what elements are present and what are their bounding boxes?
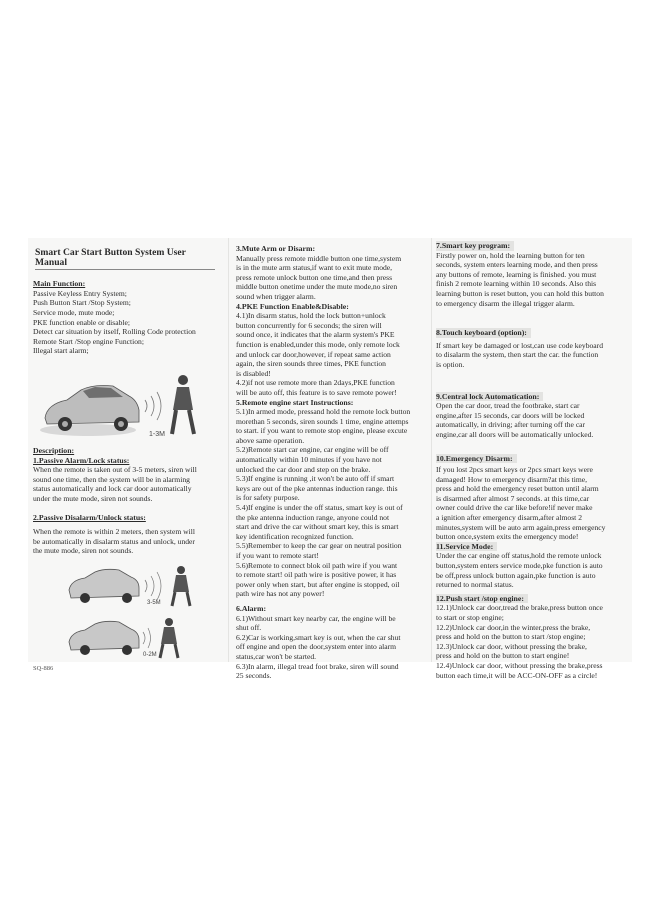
text-line: path wire has not any power! [236, 589, 325, 599]
column-left [33, 238, 215, 673]
text-line: to disalarm the system, then start the car. the function [436, 350, 599, 360]
text-line: When the remote is within 2 meters, then system will [33, 527, 195, 537]
text-line: engine,car all doors will be automatically unlocked. [436, 429, 594, 439]
text-line: be off,press unlock button again,pke function is auto [436, 570, 596, 580]
text-line: finish 2 remote learning within 10 seconds. Also this [436, 279, 597, 289]
text-line: a ignition after emergency disarm,after almost 2 [436, 513, 582, 523]
list-item: PKE function enable or disable; [33, 317, 131, 327]
text-line: damaged! How to emergency disarm?at this time, [436, 474, 588, 484]
list-item: Passive Keyless Entry System; [33, 288, 127, 298]
text-line: middle button onetime under the mute mode,no siren [236, 282, 398, 292]
section-5-body [236, 407, 428, 599]
text-line: shut off. [236, 623, 262, 633]
text-line: to remote start! oil path wire is positive power, it has [236, 570, 397, 580]
car-away-illustration [33, 560, 213, 608]
text-line: is option. [436, 359, 465, 369]
section-2-body [33, 527, 215, 556]
text-line: start and drive the car without smart key, this is smart [236, 522, 399, 532]
section-5-heading: 5.Remote engine start Instructions: [236, 397, 354, 407]
section-8-body [436, 341, 632, 370]
car-near-illustration [33, 612, 213, 660]
text-line: is for safety purpose. [236, 493, 300, 503]
text-line: 12.3)Unlock car door, without pressing the brake, [436, 641, 587, 651]
section-12-heading: 12.Push start /stop engine: [436, 594, 528, 604]
text-line: the pke antenna induction range, anyone could not [236, 512, 390, 522]
text-line: if you want to remote start! [236, 551, 319, 560]
text-line: 12.2)Unlock car door,in the winter,press the brake, [436, 622, 591, 632]
text-line: power only when start, but after engine is stopped, oil [236, 579, 400, 589]
text-line: 5.2)Remote start car engine, car engine will be off [236, 445, 389, 455]
text-line: button,system enters service mode,pke function is auto [436, 561, 603, 571]
text-line: under the mute mode, siren not sounds. [33, 493, 153, 503]
model-code: SQ-886 [33, 664, 54, 672]
text-line: 5.3)If engine is running ,it won't be auto off if smart [236, 474, 395, 484]
text-line: owner could drive the car like before!if never make [436, 503, 593, 513]
list-item: Push Button Start /Stop System; [33, 298, 131, 308]
text-line: button each time,it will be ACC-ON-OFF as a circle! [436, 670, 598, 680]
section-8-heading: 8.Touch keyboard (option): [436, 328, 531, 338]
text-line: function is enabled,under this mode, only remote lock [236, 339, 400, 349]
text-line: sound one time, then the system will be in alarming [33, 474, 190, 484]
text-line: any buttons of remote, learning is finished. you must [436, 269, 597, 279]
text-line: returned to normal status. [436, 580, 514, 590]
distance-label: 0-2M [143, 651, 157, 658]
list-item: Detect car situation by itself, Rolling Code protection [33, 327, 196, 337]
text-line: unlocked the car door and step on the brake. [236, 464, 371, 474]
list-item: Remote Start /Stop engine Function; [33, 336, 144, 346]
description-heading: Description: [33, 445, 75, 455]
text-line: morethan 5 seconds, siren sounds 1 time, engine attemps [236, 416, 409, 426]
list-item: Illegal start alarm; [33, 346, 89, 356]
manual-title: Smart Car Start Button System User Manual [35, 248, 215, 270]
section-7-body [436, 251, 632, 309]
section-10-heading: 10.Emergency Disarm: [436, 454, 517, 464]
text-line: press remote unlock button one time,and then press [236, 272, 393, 282]
main-function-list [33, 289, 215, 356]
text-line: 5.4)If engine is under the off status, smart key is out of [236, 503, 403, 513]
text-line: Open the car door, tread the footbrake, start car [436, 401, 580, 411]
text-line: key identification recognized function. [236, 531, 354, 541]
text-line: sound when trigger alarm. [236, 291, 316, 301]
text-line: again, the siren sounds three times, PKE function [236, 359, 386, 369]
text-line: automatically, in driving; after turning off the car [436, 420, 586, 430]
text-line: 6.3)In alarm, illegal tread foot brake, siren will sound [236, 661, 399, 671]
text-line: will be auto off, this feature is to save remote power! [236, 387, 397, 397]
text-line: If smart key be damaged or lost,can use code keyboard [436, 340, 603, 350]
fold-line-right [431, 238, 432, 662]
text-line: When the remote is taken out of 3-5 meters, siren will [33, 465, 197, 475]
text-line: learning button is reset button, you can hold this button [436, 288, 604, 298]
text-line: to start. if you want to remote stop engine, please excute [236, 426, 408, 436]
section-1-body [33, 465, 215, 503]
section-3-body [236, 254, 428, 302]
manual-sheet [28, 238, 632, 681]
text-line: button concurrently for 6 seconds; the siren will [236, 320, 382, 330]
section-11-body [436, 551, 632, 589]
text-line: If you lost 2pcs smart keys or 2pcs smart keys were [436, 465, 593, 475]
text-line: 6.1)Without smart key nearby car, the engine will be [236, 613, 396, 623]
section-9-body [436, 401, 632, 439]
text-line: 5.1)In armed mode, pressand hold the remote lock button [236, 407, 411, 417]
text-line: off engine and open the door,system enter into alarm [236, 642, 397, 652]
section-1-heading: 1.Passive Alarm/Lock status: [33, 455, 130, 465]
text-line: the mute mode, siren not sounds. [33, 546, 134, 556]
section-4-body [236, 311, 428, 397]
text-line: 12.4)Unlock car door, without pressing the brake,press [436, 660, 603, 670]
text-line: above same operation. [236, 435, 305, 445]
text-line: 4.1)In disarm status, hold the lock button+unlock [236, 311, 386, 321]
text-line: 12.1)Unlock car door,tread the brake,press button once [436, 603, 603, 613]
list-item: Service mode, mute mode; [33, 307, 115, 317]
section-11-heading: 11.Service Mode: [436, 542, 497, 552]
section-9-heading: 9.Central lock Automatication: [436, 392, 543, 402]
text-line: press and hold on the button to start engine! [436, 651, 570, 661]
text-line: press and hold the emergency reset button until alarm [436, 484, 599, 494]
text-line: seconds, system enters learning mode, and then press [436, 260, 598, 270]
distance-label: 3-5M [147, 599, 161, 606]
text-line: press and hold on the button to start /stop engine; [436, 632, 586, 642]
text-line: is disabled! [236, 368, 271, 378]
text-line: minutes,system will be auto arm again,press emergency [436, 522, 606, 532]
section-7-heading: 7.Smart key program: [436, 241, 514, 251]
text-line: Under the car engine off status,hold the remote unlock [436, 551, 602, 561]
text-line: be automatically in disalarm status and unlock, under [33, 536, 195, 546]
section-3-heading: 3.Mute Arm or Disarm: [236, 244, 316, 253]
text-line: 6.2)Car is working,smart key is out, when the car shut [236, 632, 401, 642]
column-middle [236, 238, 428, 681]
text-line: to start or stop engine; [436, 613, 504, 622]
section-6-heading: 6.Alarm: [236, 603, 267, 613]
section-10-body [436, 465, 632, 542]
section-4-heading: 4.PKE Function Enable&Disable: [236, 301, 349, 311]
text-line: Manually press remote middle button one time,system [236, 253, 402, 263]
distance-label: 1-3M [149, 430, 165, 438]
text-line: status automatically and lock car door automatically [33, 484, 192, 494]
text-line: 5.6)Remote to connect blok oil path wire if you want [236, 560, 398, 570]
fold-line-left [228, 238, 229, 662]
text-line: Firstly power on, hold the learning button for ten [436, 250, 585, 260]
text-line: sound once, it indicates that the alarm system's PKE [236, 330, 395, 340]
car-owner-illustration [33, 360, 213, 442]
text-line: automatically within 10 minutes if you have not [236, 455, 382, 465]
text-line: is disarmed after almost 7 seconds. at this time,car [436, 493, 590, 503]
text-line: button once,system exits the emergency mode! [436, 532, 579, 542]
text-line: status,car won't be started. [236, 651, 317, 661]
section-6-body [236, 614, 428, 681]
text-line: keys are out of the pke antennas induction range. this [236, 483, 398, 493]
section-2-heading: 2.Passive Disalarm/Unlock status: [33, 512, 146, 522]
text-line: 5.5)Remember to keep the car gear on neutral position [236, 541, 402, 551]
text-line: is in the mute arm status,if want to exit mute mode, [236, 263, 393, 273]
text-line: engine,after 15 seconds, car doors will be locked [436, 410, 585, 420]
text-line: 25 seconds. [236, 671, 272, 681]
text-line: 4.2)if not use remote more than 2days,PKE function [236, 378, 395, 388]
text-line: to emergency disarm the illegal trigger alarm. [436, 298, 575, 308]
text-line: and unlock car door,however, if repeat same action [236, 349, 391, 359]
column-right [436, 238, 632, 680]
main-function-heading: Main Function: [33, 279, 86, 289]
section-12-body [436, 603, 632, 680]
